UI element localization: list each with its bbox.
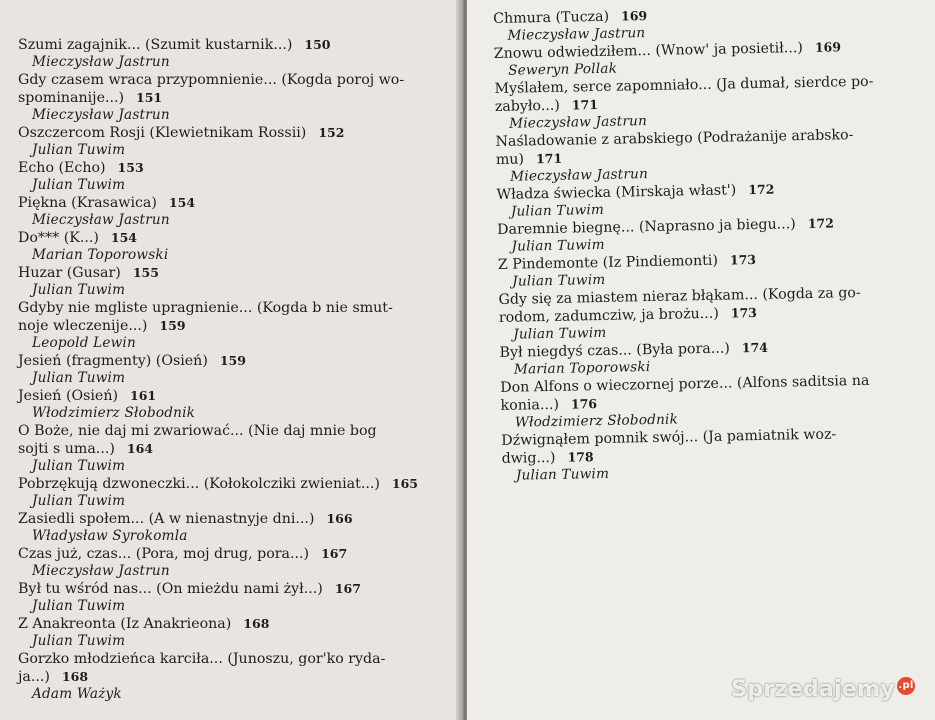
translator-name: Julian Tuwim	[32, 370, 126, 386]
toc-entry	[498, 283, 929, 344]
poem-title: Gdyby nie mgliste upragnienie... (Kogda b nie smut-	[18, 300, 393, 316]
poem-title: Oszczercom Rosji (Klewietnikam Rossii) 152	[18, 125, 345, 141]
poem-title: Z Anakreonta (Iz Anakrieona) 168	[18, 616, 270, 632]
poem-title: rodom, zadumcziw, ja brożu...) 173	[498, 304, 758, 326]
page-number: 159	[219, 353, 246, 368]
poem-title: Jesień (Osień) 161	[18, 388, 157, 404]
toc-entry	[18, 422, 443, 475]
page-number: 154	[168, 195, 196, 210]
translator-name: Mieczysław Jastrun	[510, 166, 649, 185]
page-number: 167	[321, 546, 348, 561]
page-number: 164	[126, 441, 153, 456]
page-number: 168	[243, 616, 270, 631]
toc-entry	[18, 124, 443, 159]
toc-entry	[18, 545, 443, 580]
page-number: 176	[570, 396, 598, 412]
translator-name: Mieczysław Jastrun	[32, 212, 170, 228]
toc-entry	[18, 159, 443, 194]
translator-name: Seweryn Pollak	[508, 60, 618, 79]
page-number: 167	[334, 581, 361, 596]
translator-name: Julian Tuwim	[511, 236, 605, 255]
poem-title: Do*** (K...) 154	[18, 230, 137, 246]
page-number: 172	[748, 181, 775, 198]
toc-entry	[18, 580, 443, 615]
toc-list-right	[493, 2, 932, 485]
translator-name: Mieczysław Jastrun	[507, 25, 646, 44]
translator-name: Włodzimierz Słobodnik	[514, 411, 679, 431]
translator-name: Mieczysław Jastrun	[32, 563, 170, 579]
poem-title: Chmura (Tucza) 169	[493, 8, 648, 27]
toc-entry	[18, 510, 443, 545]
translator-name: Julian Tuwim	[515, 465, 610, 484]
translator-name: Julian Tuwim	[32, 458, 126, 474]
poem-title: Gdy się za miastem nieraz błąkam... (Kogda za go-	[498, 284, 861, 308]
poem-title: ja...) 168	[18, 669, 89, 685]
translator-name: Julian Tuwim	[510, 201, 605, 220]
page-number: 152	[318, 125, 345, 140]
translator-name: Julian Tuwim	[32, 142, 126, 158]
poem-title: sojti s uma...) 164	[18, 441, 153, 457]
translator-name: Julian Tuwim	[32, 177, 126, 193]
page-number: 171	[535, 150, 563, 167]
toc-entry	[18, 387, 443, 422]
toc-entry	[18, 352, 443, 387]
poem-title: dwig...) 178	[501, 449, 594, 467]
watermark-logo	[731, 677, 915, 702]
poem-title: Echo (Echo) 153	[18, 160, 144, 176]
poem-title: Daremnie biegnę... (Naprasno ja biegu...) 172	[497, 215, 834, 238]
translator-name: Julian Tuwim	[32, 493, 126, 509]
translator-name: Adam Ważyk	[32, 686, 122, 702]
poem-title: Był tu wśród nas... (On mieżdu nami żył...) 167	[18, 581, 361, 597]
toc-entry	[18, 299, 443, 352]
page-number: 173	[730, 304, 758, 321]
poem-title: spominanije...) 151	[18, 90, 163, 106]
toc-entry	[18, 36, 443, 71]
poem-title: Z Pindemonte (Iz Pindiemonti) 173	[497, 251, 757, 273]
page-number: 150	[304, 37, 331, 52]
toc-entry	[18, 475, 443, 510]
page-number: 178	[567, 449, 594, 465]
poem-title: zabyło...) 171	[494, 97, 599, 115]
poem-title: Huzar (Gusar) 155	[18, 265, 159, 281]
poem-title: Władza świecka (Mirskaja włast') 172	[496, 181, 775, 203]
poem-title: Szumi zagajnik... (Szumit kustarnik...) 150	[18, 37, 331, 53]
translator-name: Julian Tuwim	[32, 633, 126, 649]
toc-entry	[18, 615, 443, 650]
poem-title: Don Alfons o wieczornej porze... (Alfons saditsia na	[500, 372, 870, 396]
toc-entry	[18, 264, 443, 299]
poem-title: Czas już, czas... (Pora, moj drug, pora...) 167	[18, 546, 348, 562]
poem-title: Był niegdyś czas... (Była pora...) 174	[499, 339, 769, 361]
page-number: 151	[136, 90, 163, 105]
translator-name: Leopold Lewin	[32, 335, 136, 351]
toc-entry	[18, 650, 443, 703]
poem-title: Gdy czasem wraca przypomnienie... (Kogda poroj wo-	[18, 72, 405, 88]
translator-name: Włodzimierz Słobodnik	[32, 405, 196, 421]
toc-list-left	[18, 36, 443, 703]
translator-name: Julian Tuwim	[513, 324, 607, 343]
poem-title: Pobrzękują dzwoneczki... (Kołokolcziki zwieniat...) 165	[18, 476, 418, 492]
page-number: 169	[814, 39, 842, 55]
page-number: 169	[620, 8, 648, 24]
page-number: 154	[110, 230, 137, 245]
page-number: 155	[132, 265, 159, 280]
poem-title: konia...) 176	[500, 396, 598, 414]
toc-entry	[18, 71, 443, 124]
toc-entry	[18, 229, 443, 264]
page-number: 161	[130, 388, 157, 403]
page-number: 168	[61, 669, 89, 684]
toc-entry	[500, 371, 931, 432]
toc-entry	[18, 194, 443, 229]
watermark-brand: Sprzedajemy	[731, 677, 895, 702]
translator-name: Marian Toporowski	[513, 359, 651, 378]
poem-title: Piękna (Krasawica) 154	[18, 195, 196, 211]
left-page	[0, 0, 462, 720]
translator-name: Julian Tuwim	[512, 271, 606, 290]
translator-name: Marian Toporowski	[32, 247, 169, 263]
toc-entry	[495, 125, 926, 186]
poem-title: Dźwignąłem pomnik swój... (Ja pamiatnik woz-	[501, 426, 837, 449]
toc-entry	[494, 72, 925, 133]
translator-name: Mieczysław Jastrun	[32, 54, 170, 70]
watermark-tld: .pl	[897, 677, 915, 695]
poem-title: Zasiedli społem... (A w nienastnyje dni...) 166	[18, 511, 353, 527]
page-number: 173	[729, 251, 757, 268]
poem-title: Gorzko młodzieńca karciła... (Junoszu, gor'ko ryda-	[18, 651, 386, 667]
poem-title: Myślałem, serce zapomniało... (Ja dumał, sierdce po-	[494, 73, 874, 97]
poem-title: mu) 171	[495, 150, 563, 168]
page-number: 153	[117, 160, 144, 175]
poem-title: Jesień (fragmenty) (Osień) 159	[18, 353, 246, 369]
translator-name: Mieczysław Jastrun	[509, 113, 648, 132]
poem-title: O Boże, nie daj mi zwariować... (Nie daj mnie bog	[18, 423, 377, 439]
translator-name: Władysław Syrokomla	[32, 528, 188, 544]
poem-title: Znowu odwiedziłem... (Wnow' ja posietił...) 169	[493, 39, 842, 62]
page-number: 165	[391, 476, 418, 491]
page-number: 171	[571, 97, 599, 113]
page-number: 166	[326, 511, 353, 526]
translator-name: Julian Tuwim	[32, 282, 126, 298]
toc-entry	[501, 424, 932, 485]
page-number: 172	[807, 215, 834, 231]
page-number: 159	[159, 318, 186, 333]
translator-name: Mieczysław Jastrun	[32, 107, 170, 123]
page-number: 174	[741, 339, 769, 356]
poem-title: noje wleczenije...) 159	[18, 318, 186, 334]
right-page	[467, 0, 935, 720]
poem-title: Naśladowanie z arabskiego (Podrażanije arabsko-	[495, 127, 854, 150]
translator-name: Julian Tuwim	[32, 598, 126, 614]
